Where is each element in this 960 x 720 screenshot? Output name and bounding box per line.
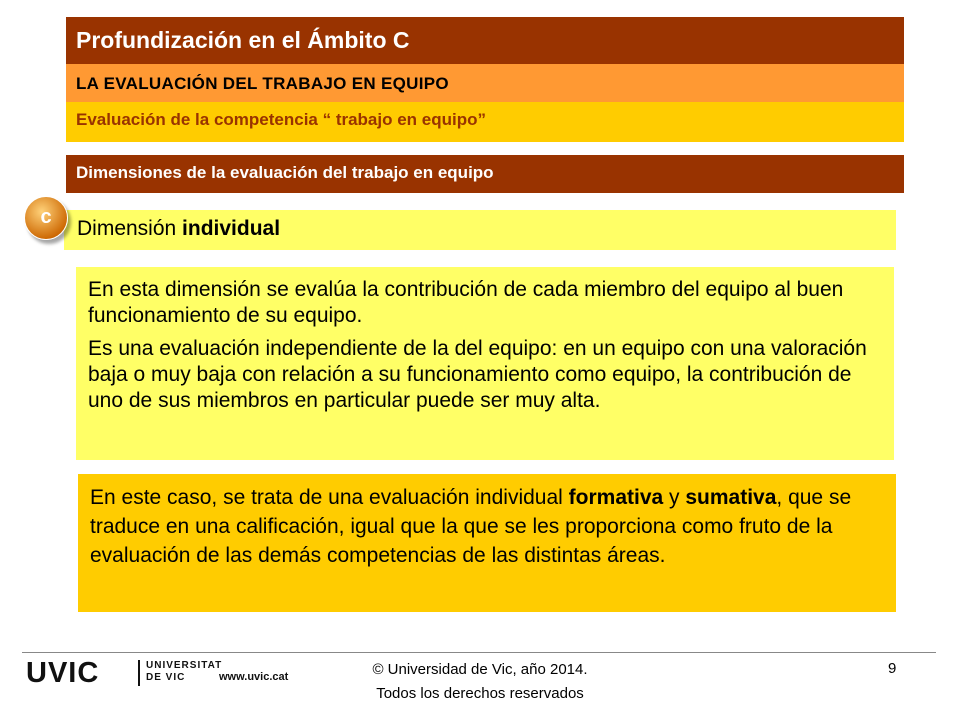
- note-bold-sumativa: sumativa: [685, 486, 777, 509]
- copyright-line-1: © Universidad de Vic, año 2014.: [372, 661, 588, 678]
- slide-subtitle: [66, 64, 904, 102]
- footer-divider: [22, 652, 936, 653]
- note-text-2: y: [663, 486, 686, 509]
- dimension-bold: individual: [182, 217, 281, 240]
- copyright-line-2: Todos los derechos reservados: [376, 685, 584, 702]
- note-box: [78, 474, 896, 612]
- note-bold-formativa: formativa: [568, 486, 664, 509]
- description-paragraph-2: Es una evaluación independiente de la del equipo: en un equipo con una valoración baja o muy baja con relación a su funcionamiento como equipo, la contribución de uno de sus miembros en particular puede ser muy alta.: [88, 337, 867, 412]
- slide-title-text: Profundización en el Ámbito C: [76, 27, 410, 53]
- footer-url: www.uvic.cat: [219, 671, 289, 683]
- footer-copyright: [300, 658, 660, 706]
- page-number: 9: [888, 660, 897, 677]
- note-text-1: En este caso, se trata de una evaluación individual: [90, 486, 569, 509]
- section-badge: [24, 196, 68, 240]
- section-title-text: Dimensiones de la evaluación del trabajo en equipo: [76, 163, 494, 182]
- description-box: [76, 267, 894, 460]
- topic-bar: [66, 102, 904, 142]
- logo-line-2: DE VIC: [146, 672, 186, 683]
- dimension-bar: [64, 210, 896, 250]
- logo-university-name: [146, 660, 222, 684]
- topic-text: Evaluación de la competencia “ trabajo en equipo”: [76, 110, 486, 129]
- slide-title: [66, 17, 904, 64]
- logo-line-1: UNIVERSITAT: [146, 660, 223, 671]
- note-text-3: , que se traduce en una calificación, igual que la que se les proporciona como fruto de la evaluación de las demás competencias de las distintas áreas.: [90, 486, 852, 567]
- slide-subtitle-text: LA EVALUACIÓN DEL TRABAJO EN EQUIPO: [76, 74, 449, 93]
- logo-separator: [138, 660, 140, 686]
- section-badge-letter: c: [40, 206, 52, 228]
- section-bar: [66, 155, 904, 193]
- logo-wordmark: UVIC: [26, 657, 100, 689]
- description-paragraph-1: En esta dimensión se evalúa la contribución de cada miembro del equipo al buen funcionamiento de su equipo.: [88, 278, 844, 327]
- dimension-prefix: Dimensión: [77, 217, 183, 240]
